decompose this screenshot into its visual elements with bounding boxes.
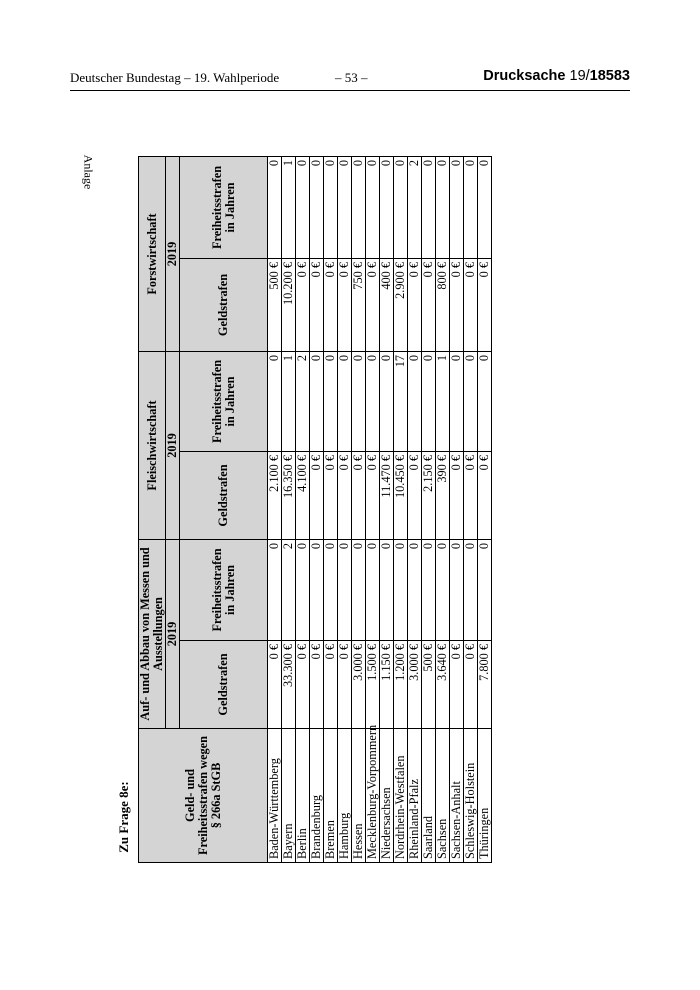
value-cell: 0 € bbox=[408, 451, 422, 539]
table-row bbox=[478, 156, 492, 862]
value-cell: 1 bbox=[436, 351, 450, 451]
value-cell: 0 € bbox=[310, 258, 324, 351]
state-name-cell: Baden-Württemberg bbox=[268, 729, 282, 863]
header-rule bbox=[70, 90, 630, 91]
value-cell: 0 bbox=[478, 351, 492, 451]
state-name-cell: Bayern bbox=[282, 729, 296, 863]
value-cell: 0 € bbox=[450, 451, 464, 539]
state-name-cell: Berlin bbox=[296, 729, 310, 863]
value-cell: 0 bbox=[408, 539, 422, 640]
col-header-freiheitsstrafen: Freiheitsstrafen in Jahren bbox=[180, 156, 268, 258]
value-cell: 0 bbox=[296, 156, 310, 258]
table-row bbox=[394, 156, 408, 862]
state-name-cell: Rheinland-Pfalz bbox=[408, 729, 422, 863]
value-cell: 0 € bbox=[338, 451, 352, 539]
value-cell: 0 € bbox=[464, 451, 478, 539]
value-cell: 1.500 € bbox=[366, 641, 380, 729]
value-cell: 3.000 € bbox=[352, 641, 366, 729]
year-header-forst: 2019 bbox=[166, 156, 180, 351]
value-cell: 2 bbox=[282, 539, 296, 640]
value-cell: 0 bbox=[380, 156, 394, 258]
value-cell: 0 bbox=[352, 539, 366, 640]
value-cell: 0 € bbox=[296, 641, 310, 729]
value-cell: 500 € bbox=[422, 641, 436, 729]
value-cell: 0 bbox=[324, 156, 338, 258]
value-cell: 7.800 € bbox=[478, 641, 492, 729]
table-row bbox=[408, 156, 422, 862]
group-header-messen: Auf- und Abbau von Messen und Ausstellungen bbox=[139, 539, 166, 728]
value-cell: 0 € bbox=[324, 641, 338, 729]
group-header-forst: Forstwirtschaft bbox=[139, 156, 166, 351]
table-row bbox=[366, 156, 380, 862]
page-number: – 53 – bbox=[335, 70, 368, 85]
value-cell: 0 bbox=[352, 351, 366, 451]
value-cell: 1.200 € bbox=[394, 641, 408, 729]
col-header-geldstrafen: Geldstrafen bbox=[180, 258, 268, 351]
year-header-fleisch: 2019 bbox=[166, 351, 180, 539]
value-cell: 0 bbox=[310, 351, 324, 451]
value-cell: 2.150 € bbox=[422, 451, 436, 539]
value-cell: 0 bbox=[352, 156, 366, 258]
value-cell: 0 bbox=[366, 539, 380, 640]
value-cell: 500 € bbox=[268, 258, 282, 351]
question-label: Zu Frage 8e: bbox=[116, 781, 131, 853]
value-cell: 0 € bbox=[478, 451, 492, 539]
year-header-messen: 2019 bbox=[166, 539, 180, 728]
table-row bbox=[436, 156, 450, 862]
table-row bbox=[310, 156, 324, 862]
state-name-cell: Thüringen bbox=[478, 729, 492, 863]
value-cell: 0 bbox=[436, 539, 450, 640]
table-row bbox=[380, 156, 394, 862]
table-body bbox=[268, 156, 492, 862]
value-cell: 0 bbox=[394, 156, 408, 258]
value-cell: 0 € bbox=[324, 258, 338, 351]
table-container bbox=[138, 157, 491, 863]
value-cell: 0 bbox=[450, 351, 464, 451]
value-cell: 4.100 € bbox=[296, 451, 310, 539]
value-cell: 0 bbox=[422, 539, 436, 640]
value-cell: 0 bbox=[268, 351, 282, 451]
table-row bbox=[422, 156, 436, 862]
col-header-geldstrafen: Geldstrafen bbox=[180, 451, 268, 539]
value-cell: 0 bbox=[380, 539, 394, 640]
value-cell: 0 € bbox=[478, 258, 492, 351]
value-cell: 0 bbox=[478, 539, 492, 640]
value-cell: 0 bbox=[422, 156, 436, 258]
value-cell: 0 bbox=[408, 351, 422, 451]
col-header-freiheitsstrafen: Freiheitsstrafen in Jahren bbox=[180, 351, 268, 451]
table-row bbox=[352, 156, 366, 862]
publisher-label: Deutscher Bundestag – 19. Wahlperiode bbox=[70, 70, 280, 85]
anlage-label: Anlage bbox=[81, 154, 96, 190]
value-cell: 0 € bbox=[450, 258, 464, 351]
group-header-fleisch: Fleischwirtschaft bbox=[139, 351, 166, 539]
value-cell: 390 € bbox=[436, 451, 450, 539]
value-cell: 0 € bbox=[408, 258, 422, 351]
value-cell: 0 bbox=[324, 351, 338, 451]
value-cell: 800 € bbox=[436, 258, 450, 351]
value-cell: 0 € bbox=[310, 451, 324, 539]
state-name-cell: Nordrhein-Westfalen bbox=[394, 729, 408, 863]
value-cell: 0 bbox=[436, 156, 450, 258]
value-cell: 0 € bbox=[352, 451, 366, 539]
state-name-cell: Niedersachsen bbox=[380, 729, 394, 863]
value-cell: 0 bbox=[464, 156, 478, 258]
value-cell: 3.640 € bbox=[436, 641, 450, 729]
col-header-freiheitsstrafen: Freiheitsstrafen in Jahren bbox=[180, 539, 268, 640]
doc-num: 18583 bbox=[589, 68, 630, 84]
value-cell: 0 bbox=[464, 351, 478, 451]
doc-period: 19/ bbox=[569, 68, 590, 84]
value-cell: 2 bbox=[296, 351, 310, 451]
value-cell: 0 bbox=[268, 156, 282, 258]
state-name-cell: Mecklenburg-Vorpommern bbox=[366, 729, 380, 863]
value-cell: 0 € bbox=[450, 641, 464, 729]
value-cell: 0 bbox=[268, 539, 282, 640]
value-cell: 0 bbox=[394, 539, 408, 640]
document-number bbox=[483, 68, 630, 84]
table-row bbox=[324, 156, 338, 862]
value-cell: 0 bbox=[338, 539, 352, 640]
value-cell: 16.350 € bbox=[282, 451, 296, 539]
table-row bbox=[338, 156, 352, 862]
value-cell: 0 € bbox=[310, 641, 324, 729]
value-cell: 0 € bbox=[366, 451, 380, 539]
value-cell: 1 bbox=[282, 156, 296, 258]
value-cell: 0 bbox=[338, 156, 352, 258]
value-cell: 0 € bbox=[338, 641, 352, 729]
value-cell: 0 bbox=[450, 539, 464, 640]
value-cell: 2.900 € bbox=[394, 258, 408, 351]
value-cell: 2 bbox=[408, 156, 422, 258]
value-cell: 0 bbox=[450, 156, 464, 258]
value-cell: 0 bbox=[338, 351, 352, 451]
value-cell: 750 € bbox=[352, 258, 366, 351]
value-cell: 0 bbox=[422, 351, 436, 451]
state-name-cell: Hessen bbox=[352, 729, 366, 863]
value-cell: 11.470 € bbox=[380, 451, 394, 539]
table-row bbox=[450, 156, 464, 862]
value-cell: 0 € bbox=[464, 258, 478, 351]
col-header-geldstrafen: Geldstrafen bbox=[180, 641, 268, 729]
value-cell: 0 € bbox=[464, 641, 478, 729]
value-cell: 0 bbox=[296, 539, 310, 640]
penalty-table bbox=[138, 156, 492, 863]
value-cell: 400 € bbox=[380, 258, 394, 351]
table-row bbox=[464, 156, 478, 862]
value-cell: 33.300 € bbox=[282, 641, 296, 729]
table-row bbox=[296, 156, 310, 862]
state-name-cell: Brandenburg bbox=[310, 729, 324, 863]
doc-word: Drucksache bbox=[483, 68, 566, 84]
value-cell: 0 € bbox=[268, 641, 282, 729]
value-cell: 0 € bbox=[338, 258, 352, 351]
value-cell: 17 bbox=[394, 351, 408, 451]
value-cell: 0 bbox=[366, 156, 380, 258]
value-cell: 0 bbox=[380, 351, 394, 451]
state-name-cell: Saarland bbox=[422, 729, 436, 863]
value-cell: 0 € bbox=[324, 451, 338, 539]
value-cell: 3.000 € bbox=[408, 641, 422, 729]
table-row bbox=[282, 156, 296, 862]
state-name-cell: Hamburg bbox=[338, 729, 352, 863]
state-name-cell: Bremen bbox=[324, 729, 338, 863]
table-row bbox=[268, 156, 282, 862]
value-cell: 0 bbox=[310, 539, 324, 640]
value-cell: 0 € bbox=[296, 258, 310, 351]
value-cell: 0 € bbox=[422, 258, 436, 351]
state-name-cell: Schleswig-Holstein bbox=[464, 729, 478, 863]
value-cell: 1.150 € bbox=[380, 641, 394, 729]
value-cell: 0 € bbox=[366, 258, 380, 351]
corner-header: Geld- und Freiheitsstrafen wegen § 266a StGB bbox=[139, 729, 268, 863]
state-name-cell: Sachsen-Anhalt bbox=[450, 729, 464, 863]
value-cell: 0 bbox=[366, 351, 380, 451]
value-cell: 10.450 € bbox=[394, 451, 408, 539]
value-cell: 2.100 € bbox=[268, 451, 282, 539]
value-cell: 0 bbox=[310, 156, 324, 258]
value-cell: 0 bbox=[464, 539, 478, 640]
value-cell: 10.200 € bbox=[282, 258, 296, 351]
page-header bbox=[70, 68, 630, 90]
value-cell: 1 bbox=[282, 351, 296, 451]
value-cell: 0 bbox=[478, 156, 492, 258]
state-name-cell: Sachsen bbox=[436, 729, 450, 863]
value-cell: 0 bbox=[324, 539, 338, 640]
